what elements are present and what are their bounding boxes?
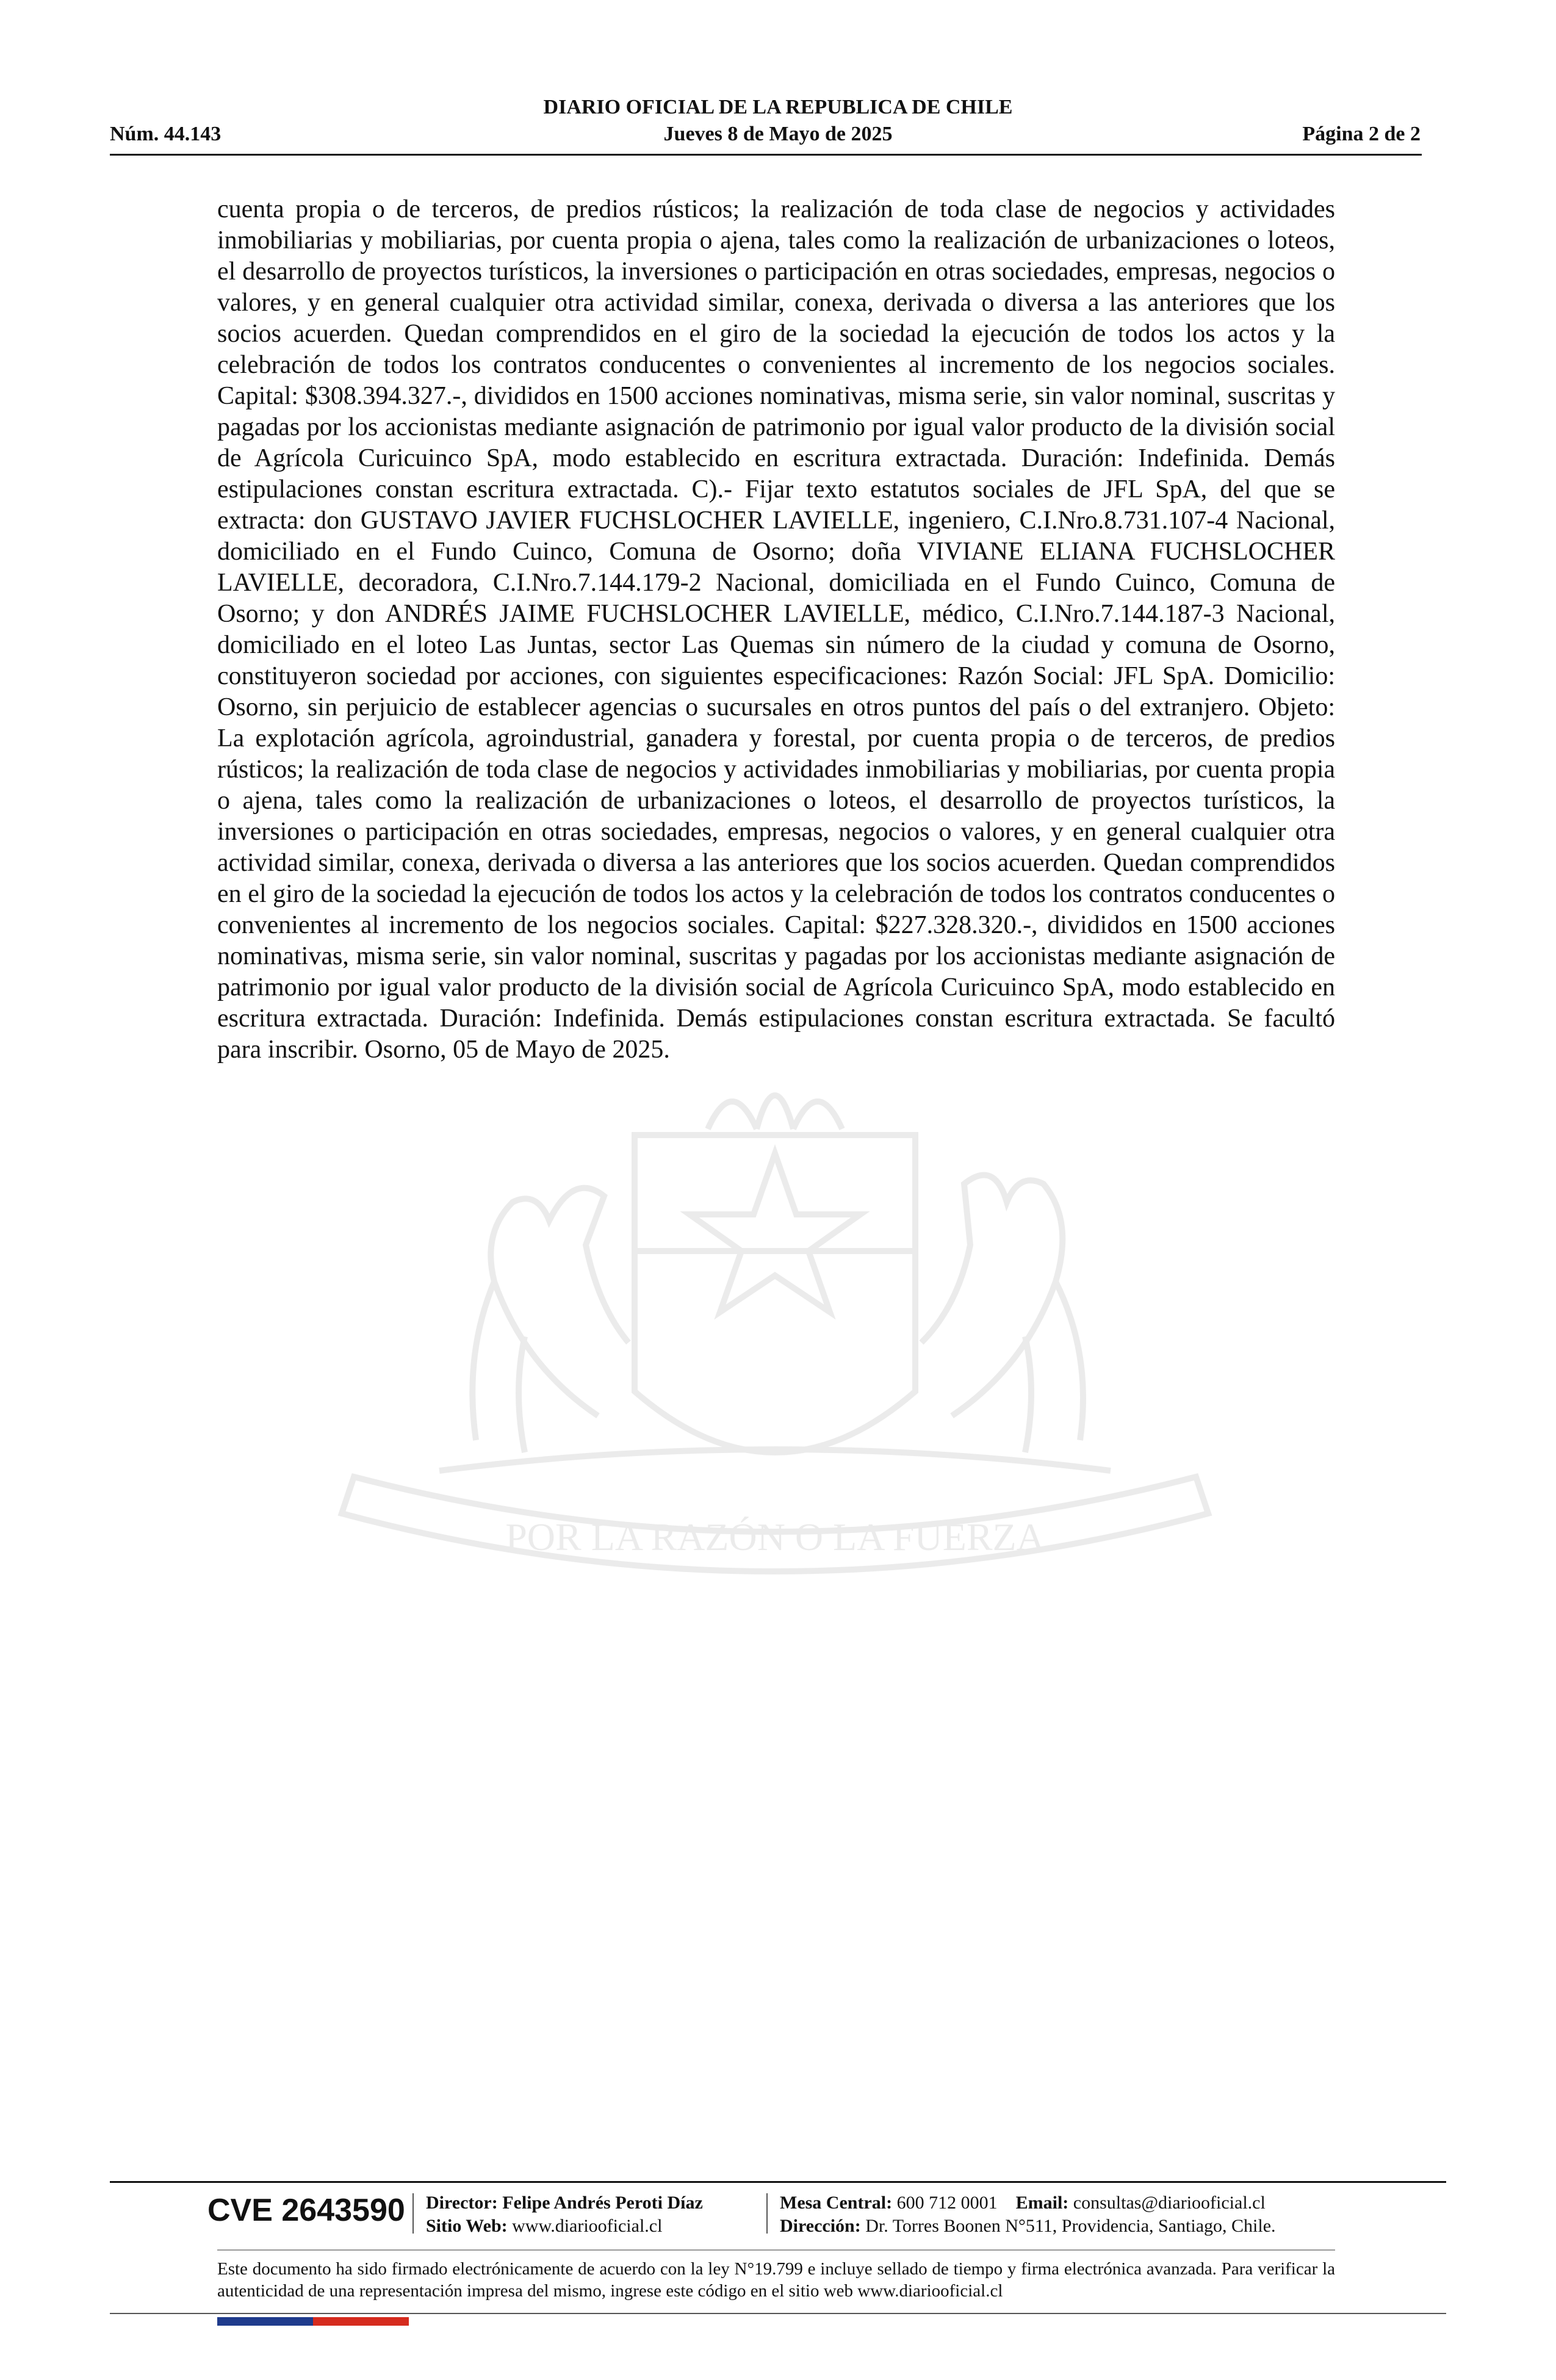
publication-title: DIARIO OFICIAL DE LA REPUBLICA DE CHILE [543, 96, 1013, 118]
email-link[interactable]: consultas@diariooficial.cl [1073, 2193, 1266, 2213]
footer-separator [766, 2193, 768, 2234]
address-label: Dirección: [780, 2216, 861, 2236]
footer-director-block [426, 2191, 703, 2238]
address-text: Dr. Torres Boonen N°511, Providencia, Santiago, Chile. [865, 2216, 1276, 2236]
footer-divider-mid [217, 2249, 1335, 2251]
coat-of-arms-icon [207, 1050, 1342, 1660]
legal-note: Este documento ha sido firmado electrónicamente de acuerdo con la ley N°19.799 e incluye sellado de tiempo y firma electrónica avanzada. Para verificar la autenticidad de una representación impresa del mismo, ingrese este código en el sitio web www.diariooficial.cl [217, 2259, 1335, 2301]
publication-date: Jueves 8 de Mayo de 2025 [663, 123, 893, 145]
header-divider [110, 154, 1422, 156]
director-label: Director: [426, 2193, 498, 2213]
director-name: Felipe Andrés Peroti Díaz [502, 2193, 703, 2213]
footer-contact-block [780, 2191, 1276, 2238]
document-body: cuenta propia o de terceros, de predios rústicos; la realización de toda clase de negocios y actividades inmobiliarias y mobiliarias, por cuenta propia o ajena, tales como la realización de urbanizaciones o loteos, el desarrollo de proyectos turísticos, la inversiones o participación en otras sociedades, empresas, negocios o valores, y en general cualquier otra actividad similar, conexa, derivada o diversa a las anteriores que los socios acuerden. Quedan comprendidos en el giro de la sociedad la ejecución de todos los actos y la celebración de todos los contratos conducentes o convenientes al incremento de los negocios sociales. Capital: $308.394.327.-, divididos en 1500 acciones nominativas, misma serie, sin valor nominal, suscritas y pagadas por los accionistas mediante asignación de patrimonio por igual valor producto de la división social de Agrícola Curicuinco SpA, modo establecido en escritura extractada. Duración: Indefinida. Demás estipulaciones constan escritura extractada. C).- Fijar texto estatutos sociales de JFL SpA, del que se extracta: don GUSTAVO JAVIER FUCHSLOCHER LAVIELLE, ingeniero, C.I.Nro.8.731.107-4 Nacional, domiciliado en el Fundo Cuinco, Comuna de Osorno; doña VIVIANE ELIANA FUCHSLOCHER LAVIELLE, decoradora, C.I.Nro.7.144.179-2 Nacional, domiciliada en el Fundo Cuinco, Comuna de Osorno; y don ANDRÉS JAIME FUCHSLOCHER LAVIELLE, médico, C.I.Nro.7.144.187-3 Nacional, domiciliado en el loteo Las Juntas, sector Las Quemas sin número de la ciudad y comuna de Osorno, constituyeron sociedad por acciones, con siguientes especificaciones: Razón Social: JFL SpA. Domicilio: Osorno, sin perjuicio de establecer agencias o sucursales en otros puntos del país o del extranjero. Objeto: La explotación agrícola, agroindustrial, ganadera y forestal, por cuenta propia o de terceros, de predios rústicos; la realización de toda clase de negocios y actividades inmobiliarias y mobiliarias, por cuenta propia o ajena, tales como la realización de urbanizaciones o loteos, el desarrollo de proyectos turísticos, la inversiones o participación en otras sociedades, empresas, negocios o valores, y en general cualquier otra actividad similar, conexa, derivada o diversa a las anteriores que los socios acuerden. Quedan comprendidos en el giro de la sociedad la ejecución de todos los actos y la celebración de todos los contratos conducentes o convenientes al incremento de los negocios sociales. Capital: $227.328.320.-, divididos en 1500 acciones nominativas, misma serie, sin valor nominal, suscritas y pagadas por los accionistas mediante asignación de patrimonio por igual valor producto de la división social de Agrícola Curicuinco SpA, modo establecido en escritura extractada. Duración: Indefinida. Demás estipulaciones constan escritura extractada. Se facultó para inscribir. Osorno, 05 de Mayo de 2025. [217, 195, 1335, 1064]
footer-separator [412, 2193, 414, 2234]
issue-number: Núm. 44.143 [110, 123, 222, 145]
flag-stripe-red [313, 2317, 409, 2326]
website-link[interactable]: www.diariooficial.cl [512, 2216, 663, 2236]
cve-code: CVE 2643590 [207, 2193, 405, 2228]
footer-divider-bottom [110, 2313, 1446, 2314]
phone-label: Mesa Central: [780, 2193, 893, 2213]
footer-divider-top [110, 2181, 1446, 2183]
page-number: Página 2 de 2 [1302, 123, 1421, 145]
watermark-motto: POR LA RAZÓN O LA FUERZA [505, 1515, 1045, 1559]
flag-stripe-blue [217, 2317, 313, 2326]
phone-number: 600 712 0001 [896, 2193, 998, 2213]
website-label: Sitio Web: [426, 2216, 508, 2236]
email-label: Email: [1015, 2193, 1069, 2213]
